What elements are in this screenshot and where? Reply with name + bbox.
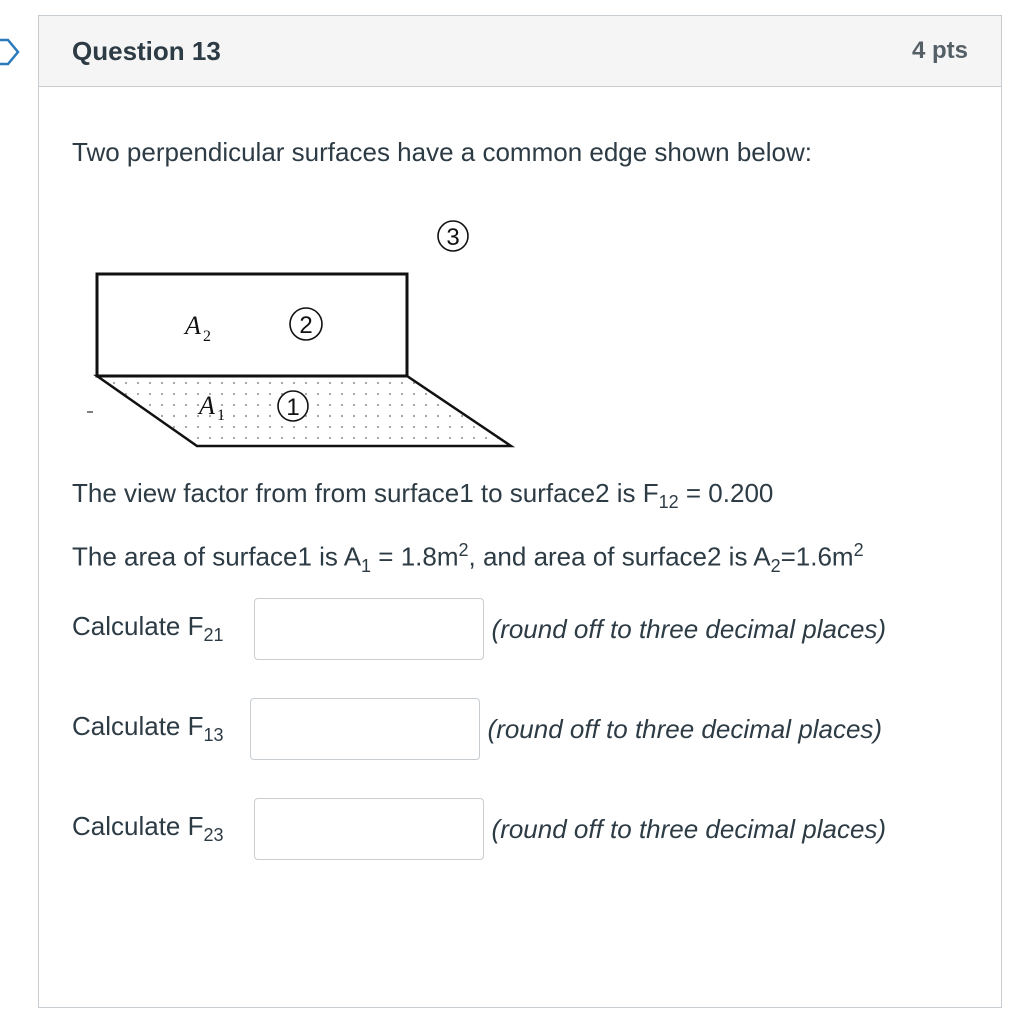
area-1-label: A [199, 391, 215, 420]
question-points: 4 pts [911, 37, 968, 64]
area-2-subscript: 2 [203, 328, 211, 345]
surface-3-label: 3 [446, 224, 460, 251]
calc-row-f21 [72, 597, 886, 661]
surface-2-label: 2 [299, 312, 313, 339]
hint-f13: (round off to three decimal places) [487, 713, 883, 744]
area-2-label: A [185, 311, 201, 340]
surface-2-shape [97, 274, 407, 376]
calc-row-f13 [72, 697, 882, 761]
hint-f23: (round off to three decimal places) [491, 813, 887, 844]
calc-label-f13: Calculate $F_{13}$ [72, 711, 224, 746]
answer-input-f21[interactable] [254, 598, 484, 660]
answer-input-f13[interactable] [250, 698, 480, 760]
area-1-subscript: 1 [217, 407, 225, 424]
calc-label-f21: Calculate $F_{21}$ [72, 611, 224, 646]
given-view-factor: The view factor from from surface1 to surface2 is $F_{12} = 0.200$ [72, 478, 774, 513]
answer-input-f23[interactable] [254, 798, 484, 860]
question-flag-icon[interactable] [0, 36, 22, 68]
given-areas: The area of surface1 is $A_1 = 1.8m^2$, and area of surface2 is $A_2=1.6m^2$ [72, 540, 864, 576]
hint-f21: (round off to three decimal places) [491, 613, 887, 644]
calc-label-f23: Calculate $F_{23}$ [72, 811, 224, 846]
question-card [38, 15, 1002, 1008]
calc-row-f23 [72, 797, 886, 861]
surface-1-label: 1 [286, 394, 300, 421]
question-intro: Two perpendicular surfaces have a common edge shown below: [72, 137, 812, 167]
surfaces-diagram [87, 204, 527, 454]
question-header [39, 16, 1001, 87]
question-title: Question 13 [72, 35, 221, 66]
